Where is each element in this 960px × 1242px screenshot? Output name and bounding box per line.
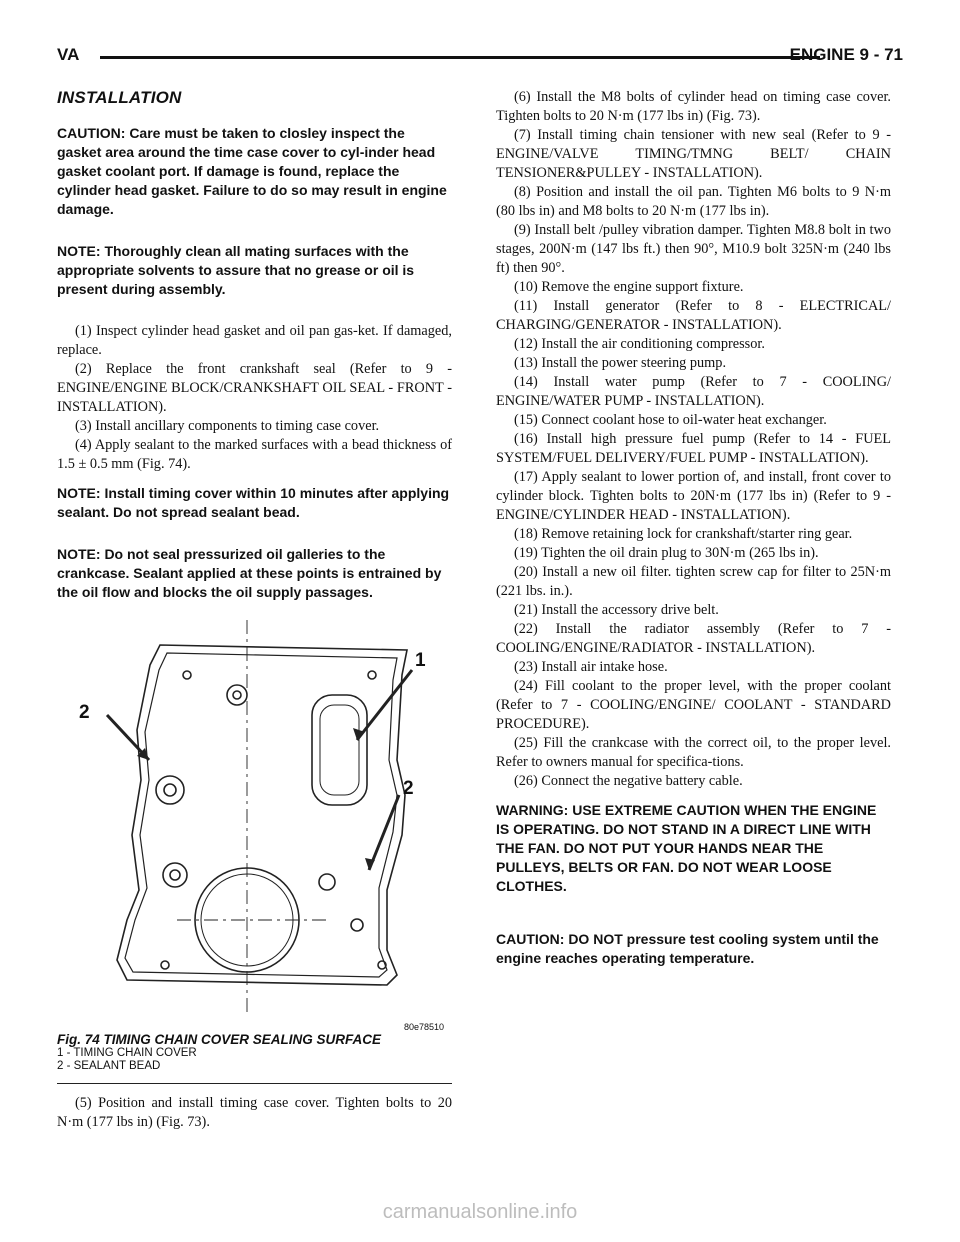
step-22: (22) Install the radiator assembly (Refer to 7 - COOLING/ENGINE/RADIATOR - INSTALLATION). <box>496 621 891 656</box>
figure-caption: Fig. 74 TIMING CHAIN COVER SEALING SURFACE <box>57 1032 382 1047</box>
step-16: (16) Install high pressure fuel pump (Refer to 14 - FUEL SYSTEM/FUEL DELIVERY/FUEL PUMP - INSTALLATION). <box>496 431 891 466</box>
step-3: (3) Install ancillary components to timing case cover. <box>75 418 380 434</box>
step-9: (9) Install belt /pulley vibration damper. Tighten M8.8 bolt in two stages, 200N·m (147 lbs ft.) then 90°, M10.9 bolt 325N·m (240 lbs ft) then 90°. <box>496 222 891 276</box>
left-column <box>57 88 452 1132</box>
step-11: (11) Install generator (Refer to 8 - ELECTRICAL/ CHARGING/GENERATOR - INSTALLATION). <box>496 298 891 333</box>
step-6: (6) Install the M8 bolts of cylinder head on timing case cover. Tighten bolts to 20 N·m (177 lbs in) (Fig. 73). <box>496 89 891 124</box>
step-23: (23) Install air intake hose. <box>514 659 668 675</box>
callout-2-right: 2 <box>403 778 414 799</box>
header-section-code: VA <box>57 45 80 64</box>
step-8: (8) Position and install the oil pan. Tighten M6 bolts to 9 N·m (80 lbs in) and M8 bolts to 20 N·m (177 lbs in). <box>496 184 891 219</box>
header-page-label: ENGINE 9 - 71 <box>789 45 903 64</box>
step-20: (20) Install a new oil filter. tighten screw cap for filter to 25N·m (221 lbs. in.). <box>496 564 891 599</box>
step-1: (1) Inspect cylinder head gasket and oil pan gas-ket. If damaged, replace. <box>57 323 452 358</box>
step-24: (24) Fill coolant to the proper level, with the proper coolant (Refer to 7 - COOLING/ENGINE/ COOLANT - STANDARD PROCEDURE). <box>496 678 891 732</box>
note-oil-galleries: NOTE: Do not seal pressurized oil galleries to the crankcase. Sealant applied at these points is entrained by the oil flow and blocks the oil supply passages. <box>57 546 442 600</box>
step-21: (21) Install the accessory drive belt. <box>514 602 719 618</box>
caution-pressure-test: CAUTION: DO NOT pressure test cooling system until the engine reaches operating temperature. <box>496 931 879 966</box>
note-install-within-10-min: NOTE: Install timing cover within 10 minutes after applying sealant. Do not spread sealant bead. <box>57 485 450 520</box>
timing-cover-illustration <box>57 620 452 1015</box>
callout-1: 1 <box>415 650 426 671</box>
note-clean-surfaces: NOTE: Thoroughly clean all mating surfaces with the appropriate solvents to assure that no grease or oil is present during assembly. <box>57 243 415 297</box>
header-rule <box>100 56 820 59</box>
figure-code: 80e78510 <box>403 1022 444 1032</box>
step-14: (14) Install water pump (Refer to 7 - COOLING/ ENGINE/WATER PUMP - INSTALLATION). <box>496 374 891 409</box>
step-5: (5) Position and install timing case cover. Tighten bolts to 20 N·m (177 lbs in) (Fig. 73). <box>57 1095 452 1130</box>
section-title: INSTALLATION <box>57 88 182 107</box>
figure-legend <box>57 1047 452 1073</box>
step-25: (25) Fill the crankcase with the correct oil, to the proper level. Refer to owners manual for specifica-tions. <box>496 735 891 770</box>
step-15: (15) Connect coolant hose to oil-water heat exchanger. <box>514 412 827 428</box>
step-18: (18) Remove retaining lock for crankshaft/starter ring gear. <box>514 526 853 542</box>
figure-74-timing-cover <box>57 620 452 1030</box>
step-19: (19) Tighten the oil drain plug to 30N·m (265 lbs in). <box>514 545 819 561</box>
legend-item-2: 2 - SEALANT BEAD <box>57 1060 161 1072</box>
watermark: carmanualsonline.info <box>382 1201 578 1223</box>
step-7: (7) Install timing chain tensioner with new seal (Refer to 9 - ENGINE/VALVE TIMING/TMNG BELT/ CHAIN TENSIONER&PULLEY - INSTALLATION). <box>496 127 891 181</box>
legend-item-1: 1 - TIMING CHAIN COVER <box>57 1047 197 1059</box>
step-13: (13) Install the power steering pump. <box>514 355 727 371</box>
caution-closely-inspect: CAUTION: Care must be taken to closley inspect the gasket area around the time case cover to cyl-inder head gasket coolant port. If damage is found, replace the cylinder head gasket. Failure to do so may result in engine damage. <box>57 125 447 217</box>
step-26: (26) Connect the negative battery cable. <box>514 773 743 789</box>
step-2: (2) Replace the front crankshaft seal (Refer to 9 - ENGINE/ENGINE BLOCK/CRANKSHAFT OIL SEAL - FRONT - INSTALLATION). <box>57 361 452 415</box>
step-10: (10) Remove the engine support fixture. <box>514 279 744 295</box>
step-17: (17) Apply sealant to lower portion of, and install, front cover to cylinder block. Tighten bolts to 20N·m (177 lbs in) (Refer to 9 - ENGINE/CYLINDER HEAD - INSTALLATION). <box>496 469 891 523</box>
warning-engine-operating: WARNING: USE EXTREME CAUTION WHEN THE ENGINE IS OPERATING. DO NOT STAND IN A DIRECT LINE WITH THE FAN. DO NOT PUT YOUR HANDS NEAR THE PULLEYS, BELTS OR FAN. DO NOT WEAR LOOSE CLOTHES. <box>496 802 877 894</box>
step-12: (12) Install the air conditioning compressor. <box>514 336 765 352</box>
step-4: (4) Apply sealant to the marked surfaces with a bead thickness of 1.5 ± 0.5 mm (Fig. 74). <box>57 437 452 472</box>
callout-2-left: 2 <box>79 702 90 723</box>
right-column <box>496 88 891 991</box>
